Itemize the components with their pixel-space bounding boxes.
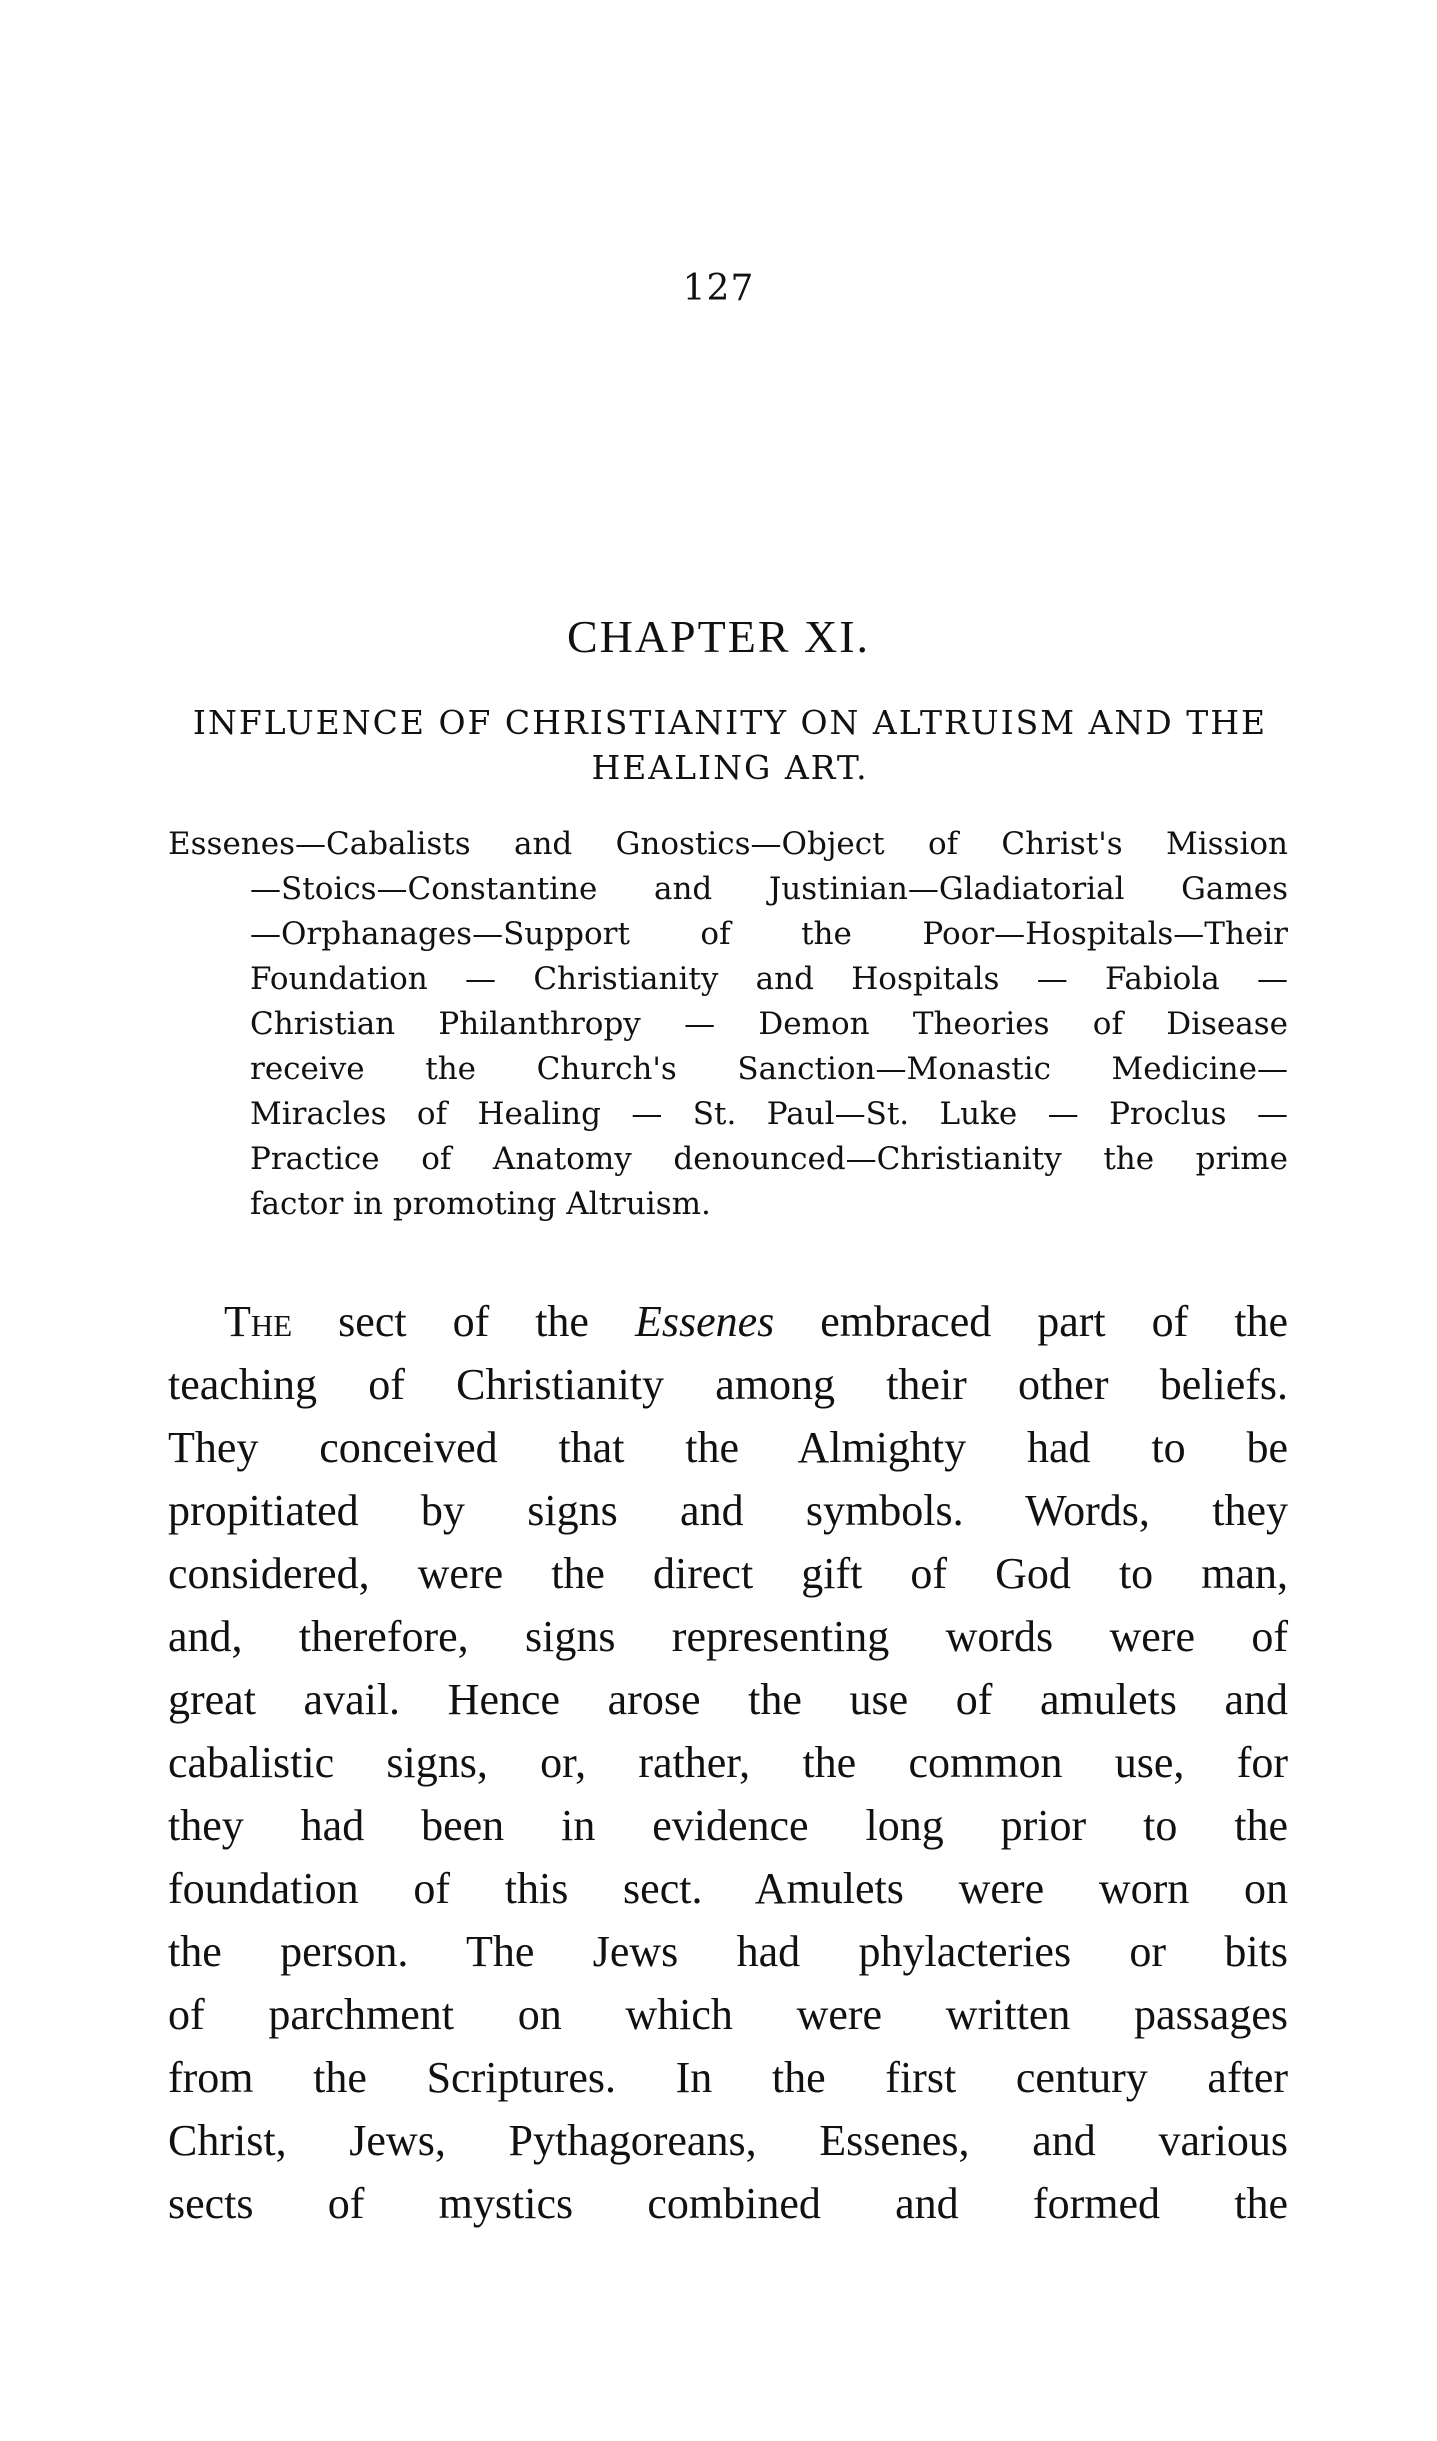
body-paragraph (168, 1290, 1288, 2235)
body-line: cabalistic signs, or, rather, the common use, for (168, 1738, 1288, 1787)
body-line: sects of mystics combined and formed the (168, 2179, 1288, 2228)
body-line: great avail. Hence arose the use of amulets and (168, 1675, 1288, 1724)
chapter-summary (168, 822, 1288, 1227)
body-line: foundation of this sect. Amulets were worn on (168, 1864, 1288, 1913)
summary-line: Foundation — Christianity and Hospitals — Fabiola — (250, 961, 1288, 997)
chapter-title: CHAPTER XI. (566, 611, 871, 662)
summary-line: —Orphanages—Support of the Poor—Hospitals—Their (250, 916, 1288, 952)
body-text-fragment: embraced part of the (774, 1297, 1289, 1346)
summary-line: receive the Church's Sanction—Monastic Medicine— (250, 1051, 1288, 1087)
body-line: They conceived that the Almighty had to be (168, 1423, 1288, 1472)
page-number: 127 (682, 268, 755, 309)
summary-line: factor in promoting Altruism. (250, 1186, 711, 1222)
drop-word: The (224, 1297, 293, 1346)
body-line: they had been in evidence long prior to the (168, 1801, 1288, 1850)
body-text-fragment: sect of the (292, 1297, 635, 1346)
body-line: teaching of Christianity among their other beliefs. (168, 1360, 1288, 1409)
body-line: from the Scriptures. In the first century after (168, 2053, 1288, 2102)
summary-line: Christian Philanthropy — Demon Theories of Disease (250, 1006, 1288, 1042)
body-line: Christ, Jews, Pythagoreans, Essenes, and various (168, 2116, 1288, 2165)
body-line-first (168, 1290, 1288, 1353)
summary-line: Practice of Anatomy denounced—Christianity the prime (250, 1141, 1288, 1177)
summary-line: Essenes—Cabalists and Gnostics—Object of Christ's Mission (168, 826, 1288, 862)
body-line: and, therefore, signs representing words were of (168, 1612, 1288, 1661)
body-line: propitiated by signs and symbols. Words, they (168, 1486, 1288, 1535)
chapter-subtitle: INFLUENCE OF CHRISTIANITY ON ALTRUISM AND THE HEALING ART. (192, 703, 1268, 787)
summary-line: —Stoics—Constantine and Justinian—Gladiatorial Games (250, 871, 1288, 907)
summary-line: Miracles of Healing — St. Paul—St. Luke — Proclus — (250, 1096, 1288, 1132)
body-line: the person. The Jews had phylacteries or bits (168, 1927, 1288, 1976)
body-line: of parchment on which were written passages (168, 1990, 1288, 2039)
emphasized-term: Essenes (634, 1297, 775, 1346)
body-line: considered, were the direct gift of God to man, (168, 1549, 1288, 1598)
